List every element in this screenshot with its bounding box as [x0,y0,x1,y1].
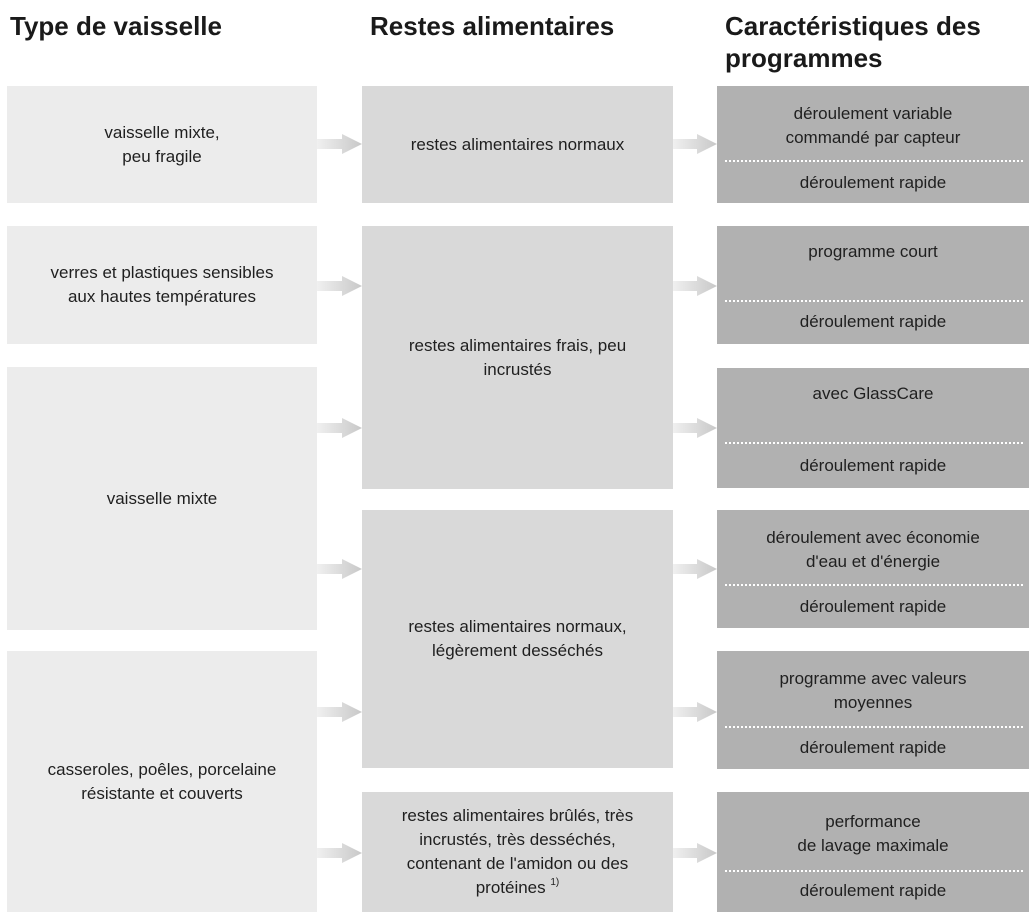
program-main: programme avec valeurs moyennes [779,669,967,712]
flow-arrow [673,559,717,579]
program-option: déroulement rapide [799,738,947,757]
flow-arrow [317,276,362,296]
program-main: déroulement avec économie d'eau et d'énergie [766,528,980,571]
program-box [717,86,1029,203]
header-dish-type: Type de vaisselle [10,11,222,41]
flow-arrow [673,843,717,863]
food-residue-box [362,226,673,489]
dish-type-box [7,86,317,203]
header-food-residue: Restes alimentaires [370,11,615,41]
program-box [717,368,1029,488]
flow-arrow [317,559,362,579]
dish-type-box [7,226,317,344]
flow-arrow [673,702,717,722]
header-program-line-1: Caractéristiques des [725,11,981,41]
program-separator [725,160,1023,162]
program-option: déroulement rapide [799,881,947,900]
food-residue-text: restes alimentaires normaux [410,134,625,154]
food-residue-box [362,86,673,203]
program-option: déroulement rapide [799,312,947,331]
program-box [717,510,1029,628]
program-main: déroulement variable commandé par capteur [785,104,961,147]
header-program-line-2: programmes [725,43,883,73]
food-residue-text-main: restes alimentaires brûlés, très incrustés, très desséchés, contenant de l'amidon ou des protéines [401,806,634,897]
program-main: performance de lavage maximale [797,812,949,855]
program-box [717,792,1029,912]
program-main: avec GlassCare [812,384,934,403]
flow-arrow [317,702,362,722]
food-residue-box [362,792,673,912]
program-option: déroulement rapide [799,456,947,475]
dish-type-box [7,367,317,630]
program-main: programme court [808,242,938,261]
program-option: déroulement rapide [799,597,947,616]
footnote-marker: 1) [550,877,560,889]
dish-type-text: casseroles, poêles, porcelaine résistante et couverts [47,759,277,803]
dish-type-text: verres et plastiques sensibles aux hautes températures [50,263,274,306]
dish-type-box [7,651,317,912]
program-option: déroulement rapide [799,173,947,192]
dish-type-text: vaisselle mixte, peu fragile [104,122,220,166]
flow-arrow [317,843,362,863]
flow-arrow [673,276,717,296]
flow-arrow [317,134,362,154]
flow-arrow [673,418,717,438]
food-residue-box [362,510,673,768]
food-residue-text [402,804,633,900]
flow-arrow [317,418,362,438]
program-box [717,226,1029,344]
food-residue-text: restes alimentaires normaux, légèrement desséchés [408,617,627,660]
food-residue-text: restes alimentaires frais, peu incrustés [408,335,627,379]
program-box [717,651,1029,769]
flow-arrow [673,134,717,154]
dish-type-text: vaisselle mixte [106,488,218,508]
